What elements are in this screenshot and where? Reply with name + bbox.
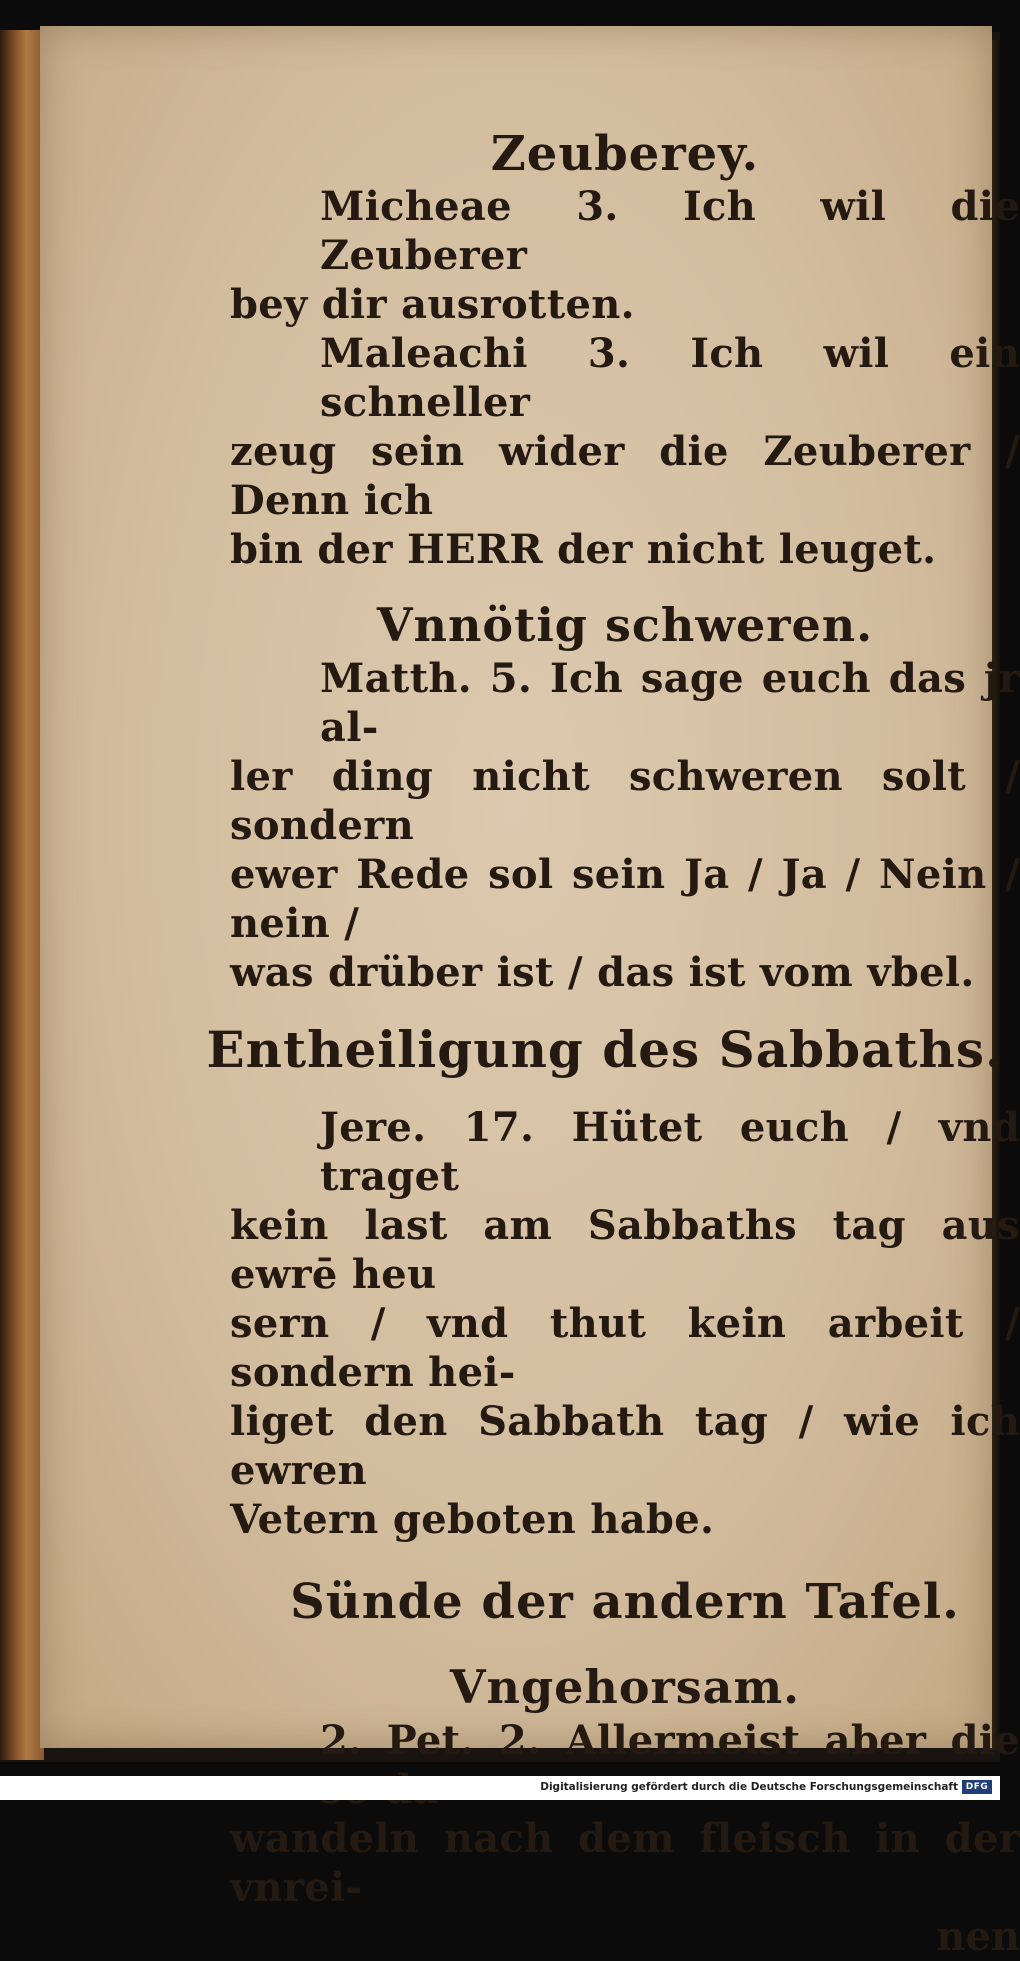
- verse-line: Maleachi 3. Ich wil ein schneller: [320, 330, 1020, 426]
- heading-zeuberey: Zeuberey.: [490, 126, 760, 182]
- verse-line: ler ding nicht schweren solt / sondern: [230, 753, 1020, 849]
- verse-line: bin der HERR der nicht leuget.: [230, 526, 937, 573]
- verse-line: kein last am Sabbaths tag aus ewrē heu: [230, 1202, 1020, 1298]
- verse-line: sern / vnd thut kein arbeit / sondern hei-: [230, 1300, 1020, 1396]
- heading-vnnoetig-schweren: Vnnötig schweren.: [376, 598, 874, 652]
- funding-notice: Digitalisierung gefördert durch die Deutsche Forschungsgemeinschaft: [540, 1781, 958, 1793]
- verse-line: 2. Pet. 2. Allermeist aber die: [320, 1717, 1020, 1764]
- book-spine-edge: [0, 30, 44, 1760]
- heading-entheiligung: Entheiligung des Sabbaths.: [206, 1020, 1004, 1079]
- verse-micheae: [230, 182, 1020, 329]
- dfg-logo: DFG: [962, 1780, 992, 1794]
- heading-suende-der-andern-tafel: Sünde der andern Tafel.: [290, 1574, 960, 1630]
- verse-line: was drüber ist / das ist vom vbel.: [230, 949, 975, 996]
- verse-line: bey dir ausrotten.: [230, 281, 635, 328]
- catchword: nen: [936, 1913, 1020, 1960]
- verse-maleachi: [230, 329, 1020, 574]
- verse-pet: [230, 1716, 1020, 1912]
- verse-line: wandeln nach dem fleisch in der vnrei-: [230, 1815, 1020, 1911]
- verse-line: Vetern geboten habe.: [230, 1496, 715, 1543]
- verse-line: zeug sein wider die Zeuberer / Denn ich: [230, 428, 1020, 524]
- verse-line: liget den Sabbath tag / wie ich ewren: [230, 1398, 1020, 1494]
- verse-line: Jere. 17. Hütet euch / vnd traget: [320, 1104, 1020, 1200]
- verse-matth: [230, 654, 1020, 997]
- page-text: [206, 126, 1020, 1961]
- verse-jere: [230, 1103, 1020, 1544]
- verse-line: ewer Rede sol sein Ja / Ja / Nein / nein /: [230, 851, 1020, 947]
- verse-line: Micheae 3. Ich wil die Zeuberer: [320, 183, 1020, 279]
- footer-bar: [0, 1776, 1000, 1800]
- verse-line: Matth. 5. Ich sage euch das jr al-: [320, 655, 1020, 751]
- heading-vngehorsam: Vngehorsam.: [449, 1660, 801, 1714]
